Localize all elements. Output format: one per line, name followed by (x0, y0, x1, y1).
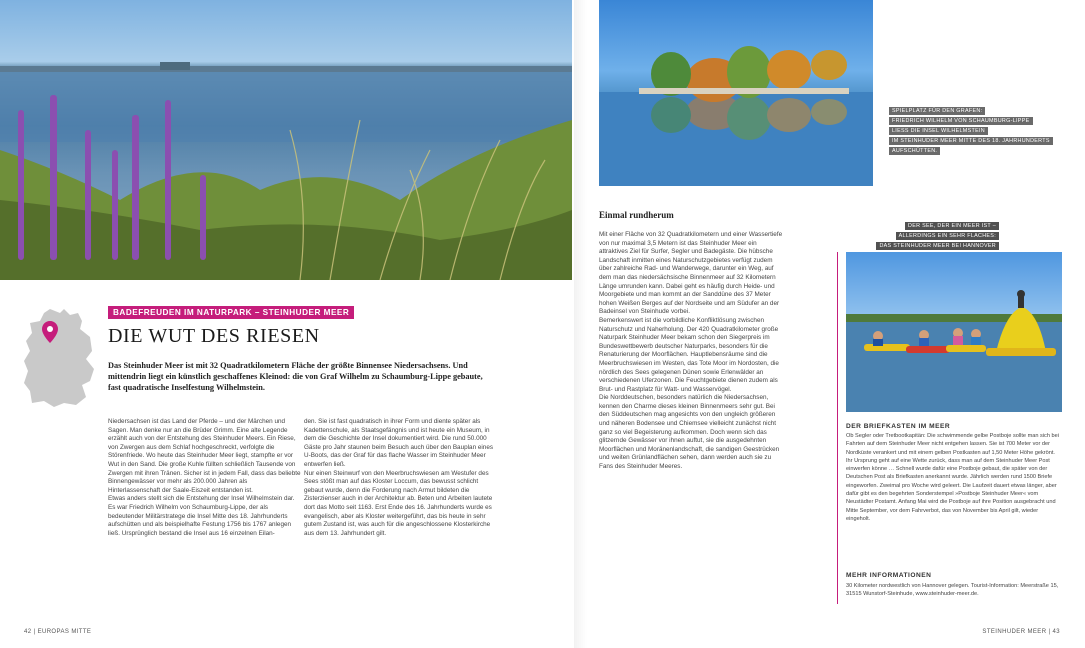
island-caption-line: SPIELPLATZ FÜR DEN GRAFEN: (889, 107, 985, 115)
island-caption-line: LIESS DIE INSEL WILHELMSTEIN (889, 127, 988, 135)
article-lead: Das Steinhuder Meer ist mit 32 Quadratkilometern Fläche der größte Binnensee Niedersachsens. Und mittendrin liegt ein künstlich geschaffenes Kleinod: die von Graf Wilhelm zu Schaumburg-Lippe gebaute, fast quadratische Inselfestung Wilhelmstein. (108, 361, 483, 392)
lake-scene-illustration (0, 0, 572, 280)
lake-photo (0, 0, 572, 280)
footer-left-page-number: 42 | EUROPAS MITTE (24, 629, 92, 635)
body-column-3: Mit einer Fläche von 32 Quadratkilometern und einer Wassertiefe von nur maximal 3,5 Metern ist das Steinhuder Meer ein attraktives Ziel für Surfer, Segler und Badegäste. Die hübsche Landschaft inmitten eines Naturschutzgebietes verfügt zudem über zahlreiche Rad- und Wanderwege, darunter ein Weg, auf dem man das niedersächsische Binnenmeer auf 32 Kilometern Länge umrunden kann. Dabei geht es häufig durch Heide- und Moorgebiete und man kommt an der Sanddüne des 37 Meter hohen Weißen Berges auf der Nordseite und am Südufer an der Badeinsel von Steinhude vorbei. Bemerkenswert ist die vorbildliche Konfliktlösung zwischen Naturschutz und Naherholung. Der 420 Quadratkilometer große Naturpark Steinhuder Meer bekam schon den Siegerpreis im Bundeswettbewerb deutscher Naturparks, besonders für die Renaturierung der Moorflächen. Hauptlebensräume sind die Meerbruchswiesen im Westen, das Tote Moor im Nordosten, die nördlich des Sees gelegenen Dünen sowie Erlenwälder an verschiedenen Uferzonen. Die Feuchtgebiete dienen zudem als Brut- und Rastplatz für Watt- und Wasservögel. Die Norddeutschen, besonders natürlich die Niedersachsen, kennen den Charme dieses kleinen Binnenmeers sehr gut. Bei den Süddeutschen mag angesichts von den ungleich größeren und näheren Bodensee und Chiemsee vielleicht zunächst nicht ganz so viel Begeisterung aufkommen. Doch wenn sich das glitzernde Gewässer vor ihnen auftut, sie die ausgedehnten Moorflächen und Moränenlandschaft, die sandigen Geestrücken und weiten Grünlandflächen sehen, dann werden auch sie zu Fans des Steinhuder Meeres. (599, 231, 783, 471)
island-photo (599, 0, 873, 186)
sidebar-divider (837, 252, 838, 604)
body-column-1: Niedersachsen ist das Land der Pferde – und der Märchen und Sagen. Man denke nur an die Brüder Grimm. Eine alte Legende erzählt auch von der Entstehung des Steinhuder Meers. Ein Riese, von Zwergen aus dem Schlaf hochgeschreckt, verfolgte die Störenfriede. Wo heute das Steinhuder Meer liegt, stampfte er vor Wut in den Sand. Die große Kuhle füllten schließlich Tausende von Zwergen mit ihren Tränen. Sicher ist in jedem Fall, dass das beliebte Binnengewässer vor mehr als 200.000 Jahren als Hinterlassenschaft der Saale-Eiszeit entstanden ist. Etwas anders stellt sich die Entstehung der Insel Wilhelmstein dar. Es war Friedrich Wilhelm von Schaumburg-Lippe, der als bedeutender Militärstratege die Insel Mitte des 18. Jahrhunderts aufschütten und als beispielhafte Festung 1756 bis 1767 anlegen ließ. Ursprünglich bestand die Insel aus 16 einzelnen Eilan- (108, 418, 301, 537)
page-gutter (574, 0, 596, 648)
germany-outline (20, 307, 98, 409)
island-caption-line: AUFSCHÜTTEN. (889, 147, 940, 155)
section-heading: Einmal rundherum (599, 210, 674, 220)
sidebar-heading-info: MEHR INFORMATIONEN (846, 572, 932, 579)
lake-caption-line: ALLERDINGS EIN SEHR FLACHES: (896, 232, 999, 240)
article-kicker: BADEFREUDEN IM NATURPARK – STEINHUDER MEER (108, 306, 354, 319)
article-headline: DIE WUT DES RIESEN (108, 325, 320, 347)
sidebar-heading-postbox: DER BRIEFKASTEN IM MEER (846, 423, 951, 430)
footer-right-page-number: STEINHUDER MEER | 43 (982, 629, 1060, 635)
body-column-2: den. Sie ist fast quadratisch in ihrer Form und diente später als Kadettenschule, als Staatsgefängnis und ist heute ein Museum, in dem die Geschichte der Insel dokumentiert wird. Die rund 50.000 Gäste pro Jahr staunen beim Besuch auch über den Bauplan eines U-Boots, das der Graf für das flache Wasser im Steinhuder Meer entwerfen ließ. Nur einen Steinwurf von den Meerbruchswiesen am Westufer des Sees stößt man auf das Kloster Loccum, das bewusst schlicht gebaut wurde, denn die Forderung nach Armut bildeten die Zisterzienser auch in der Architektur ab. Beten und Arbeiten lautete dort das Motto seit 1163. Erst Ende des 16. Jahrhunderts wurde es evangelisch, aber als Kloster weitergeführt, das bis heute in sehr gutem Zustand ist, was auch für die angeschlossene Klosterkirche aus dem 13. Jahrhundert gilt. (304, 418, 494, 537)
island-caption-line: FRIEDRICH WILHELM VON SCHAUMBURG-LIPPE (889, 117, 1033, 125)
sidebar-text-info: 30 Kilometer nordwestlich von Hannover gelegen. Tourist-Information: Meerstraße 15, 31515 Wunstorf-Steinhude, www.steinhuder-meer.de. (846, 583, 1059, 598)
island-scene-illustration (599, 0, 873, 186)
lake-caption-line: DAS STEINHUDER MEER BEI HANNOVER (876, 242, 999, 250)
buoy-scene-illustration (846, 252, 1062, 412)
lake-caption-line: DER SEE, DER EIN MEER IST – (905, 222, 999, 230)
germany-map-icon (20, 307, 98, 409)
island-photo-caption (889, 107, 1053, 157)
postbox-buoy-photo (846, 252, 1062, 412)
island-caption-line: IM STEINHUDER MEER MITTE DES 18. JAHRHUNDERTS (889, 137, 1053, 145)
sidebar-text-postbox: Ob Segler oder Tretbootkapitän: Die schwimmende gelbe Postboje sollte man sich bei Fahrten auf dem Steinhuder Meer nicht entgehen lassen. Sie ist 700 Meter vor der Nordküste verankert und mit einem gelben Postkasten auf 1,50 Meter Höhe gekrönt. Ihr Ursprung geht auf eine Wette zurück, dass man auf dem Steinhuder Meer Post einwerfen könne … Schnell wurde dafür eine Postboje gebaut, die später von der Deutschen Post als Briefkasten anerkannt wurde. Jährlich werden rund 1500 Briefe eingeworfen. Zweimal pro Woche wird geleert. Die Laufzeit dauert etwas länger, aber dafür gibt es den begehrten Sonderstempel »Postboje Steinhuder Meer« vom Neustädter Postamt. Anfang Mai wird die Postboje auf ihre Position ausgebracht und Mitte September, vor dem Fahrverbot, das von November bis April gilt, wieder eingeholt. (846, 433, 1059, 522)
